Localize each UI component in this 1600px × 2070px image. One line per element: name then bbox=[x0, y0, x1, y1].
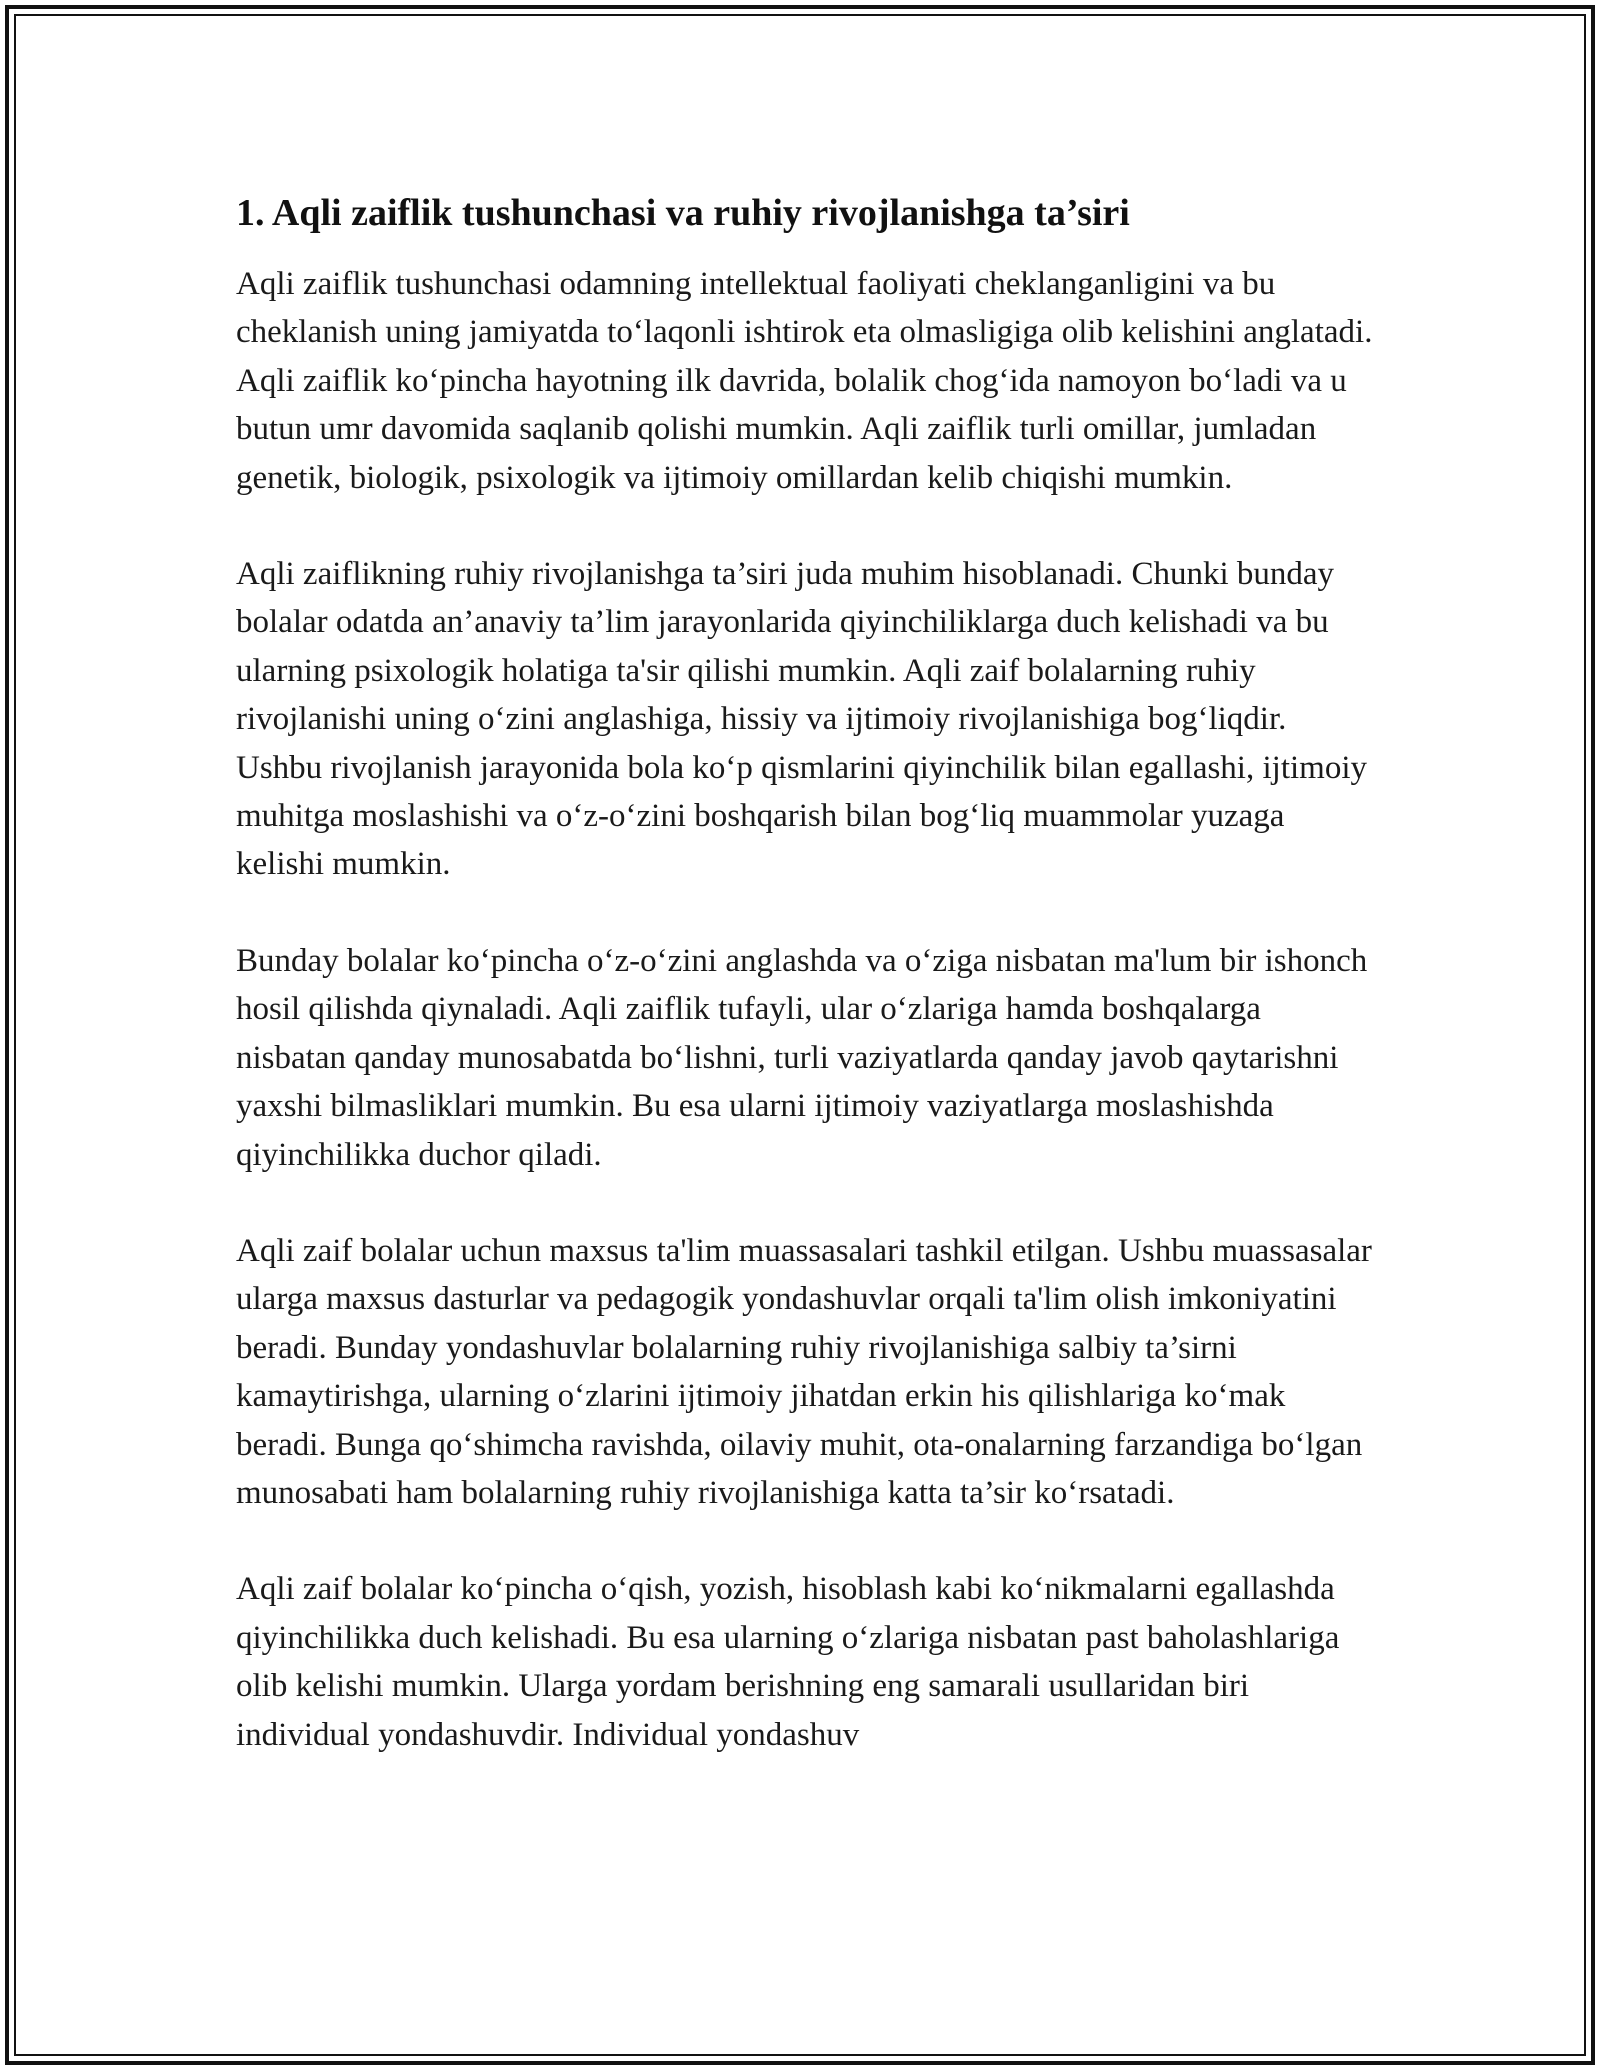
paragraph: Aqli zaif bolalar uchun maxsus ta'lim muassasalari tashkil etilgan. Ushbu muassasalar ularga maxsus dasturlar va pedagogik yondashuvlar orqali ta'lim olish imkoniyatini beradi. Bunday yondashuvlar bolalarning ruhiy rivojlanishiga salbiy ta’sirni kamaytirishga, ularning o‘zlarini ijtimoiy jihatdan erkin his qilishlariga ko‘mak beradi. Bunga qo‘shimcha ravishda, oilaviy muhit, ota-onalarning farzandiga bo‘lgan munosabati ham bolalarning ruhiy rivojlanishiga katta ta’sir ko‘rsatadi. bbox=[236, 1232, 1372, 1511]
paragraph: Aqli zaiflik tushunchasi odamning intellektual faoliyati cheklanganligini va bu cheklanish uning jamiyatda to‘laqonli ishtirok eta olmasligiga olib kelishini anglatadi. Aqli zaiflik ko‘pincha hayotning ilk davrida, bolalik chog‘ida namoyon bo‘ladi va u butun umr davomida saqlanib qolishi mumkin. Aqli zaiflik turli omillar, jumladan genetik, biologik, psixologik va ijtimoiy omillardan kelib chiqishi mumkin. bbox=[236, 266, 1373, 496]
paragraph: Aqli zaiflikning ruhiy rivojlanishga ta’siri juda muhim hisoblanadi. Chunki bunday bolalar odatda an’anaviy ta’lim jarayonlarida qiyinchiliklarga duch kelishadi va bu ularning psixologik holatiga ta'sir qilishi mumkin. Aqli zaif bolalarning ruhiy rivojlanishi uning o‘zini anglashiga, hissiy va ijtimoiy rivojlanishiga bog‘liqdir. Ushbu rivojlanish jarayonida bola ko‘p qismlarini qiyinchilik bilan egallashi, ijtimoiy muhitga moslashishi va o‘z-o‘zini boshqarish bilan bog‘liq muammolar yuzaga kelishi mumkin. bbox=[236, 556, 1367, 883]
document-body bbox=[236, 186, 1376, 1807]
section-heading: 1. Aqli zaiflik tushunchasi va ruhiy rivojlanishga ta’siri bbox=[236, 192, 1130, 234]
paragraph: Aqli zaif bolalar ko‘pincha o‘qish, yozish, hisoblash kabi ko‘nikmalarni egallashda qiyinchilikka duch kelishadi. Bu esa ularning o‘zlariga nisbatan past baholashlariga olib kelishi mumkin. Ularga yordam berishning eng samarali usullaridan biri individual yondashuvdir. Individual yondashuv bbox=[236, 1571, 1340, 1753]
paragraph: Bunday bolalar ko‘pincha o‘z-o‘zini anglashda va o‘ziga nisbatan ma'lum bir ishonch hosil qilishda qiynaladi. Aqli zaiflik tufayli, ular o‘zlariga hamda boshqalarga nisbatan qanday munosabatda bo‘lishni, turli vaziyatlarda qanday javob qaytarishni yaxshi bilmasliklari mumkin. Bu esa ularni ijtimoiy vaziyatlarga moslashishda qiyinchilikka duchor qiladi. bbox=[236, 942, 1368, 1173]
